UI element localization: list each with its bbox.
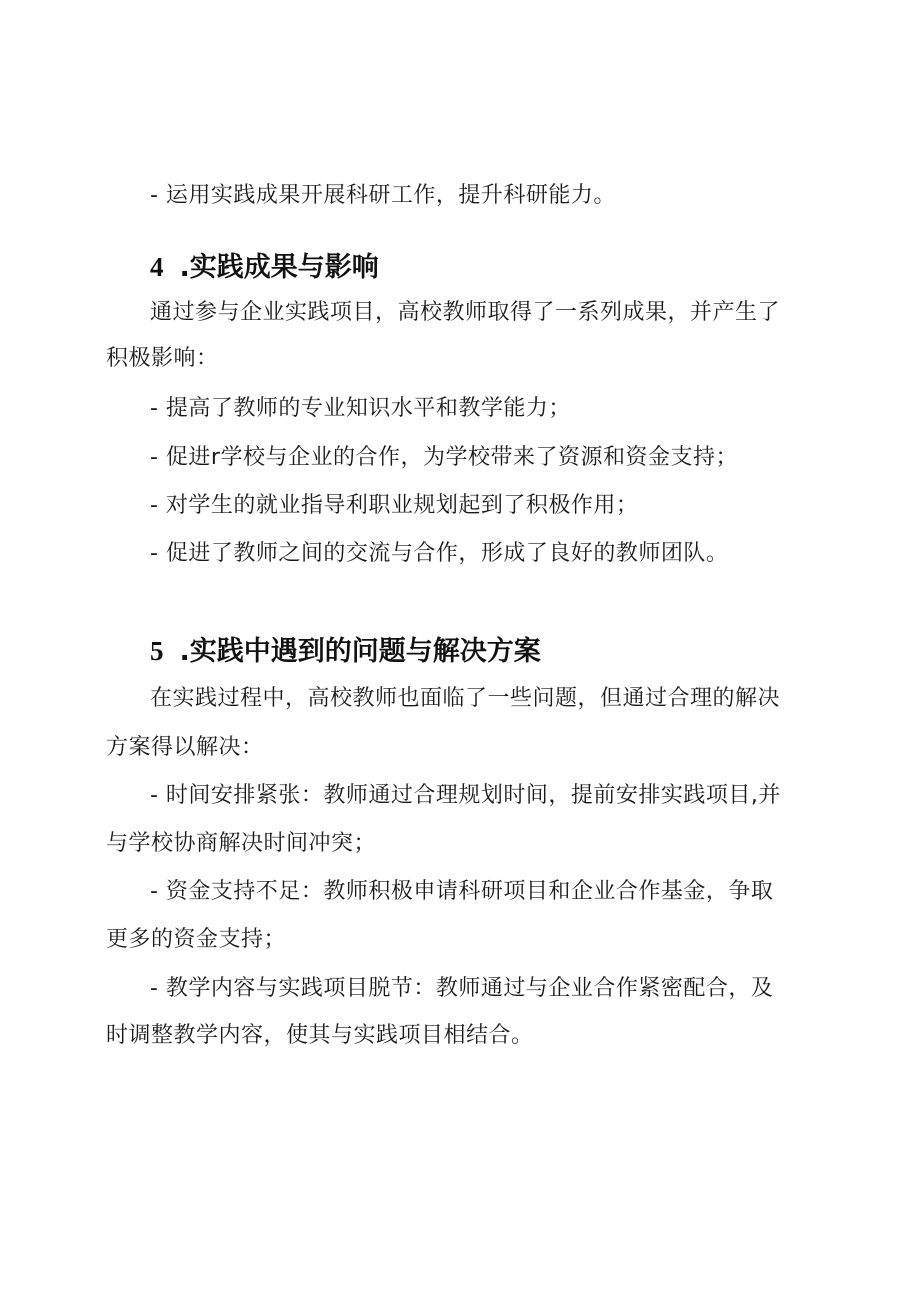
- section-4-heading: [150, 250, 379, 285]
- section-5-item-line-1: - 资金支持不足：教师积极申请科研项目和企业合作基金，争取: [150, 879, 774, 904]
- section-4-intro-line-1: 通过参与企业实践项目，高校教师取得了一系列成果，并产生了: [150, 300, 781, 325]
- section-5-intro-line-1: 在实践过程中，高校教师也面临了一些问题，但通过合理的解决: [150, 686, 781, 711]
- section-5-item-line-2: 与学校协商解决时间冲突；: [106, 831, 377, 856]
- section-5-item-line-1: - 时间安排紧张：教师通过合理规划时间，提前安排实践项目,并: [150, 783, 781, 808]
- section-4-bullet: - 促进r学校与企业的合作，为学校带来了资源和资金支持；: [150, 445, 738, 470]
- section-5-item-line-1: - 教学内容与实践项目脱节：教师通过与企业合作紧密配合，及: [150, 976, 774, 1001]
- section-5-item-line-2: 时调整教学内容，使其与实践项目相结合。: [106, 1023, 534, 1048]
- section-4-bullet: - 促进了教师之间的交流与合作，形成了良好的教师团队。: [150, 541, 729, 566]
- section-4-bullet: - 提高了教师的专业知识水平和教学能力；: [150, 396, 571, 421]
- section-4-intro-line-2: 积极影响：: [106, 346, 219, 371]
- section-5-number: 5: [150, 636, 164, 666]
- section-4-number: 4: [150, 252, 164, 282]
- section-4-title: .实践成果与影响: [179, 252, 379, 283]
- continued-bullet: - 运用实践成果开展科研工作，提升科研能力。: [150, 183, 616, 208]
- section-5-title: .实践中遇到的问题与解决方案: [179, 636, 541, 667]
- section-5-heading: [150, 634, 541, 669]
- section-4-bullet: - 对学生的就业指导利职业规划起到了积极作用；: [150, 493, 639, 518]
- section-5-item-line-2: 更多的资金支持；: [106, 927, 287, 952]
- section-5-intro-line-2: 方案得以解决：: [106, 735, 264, 760]
